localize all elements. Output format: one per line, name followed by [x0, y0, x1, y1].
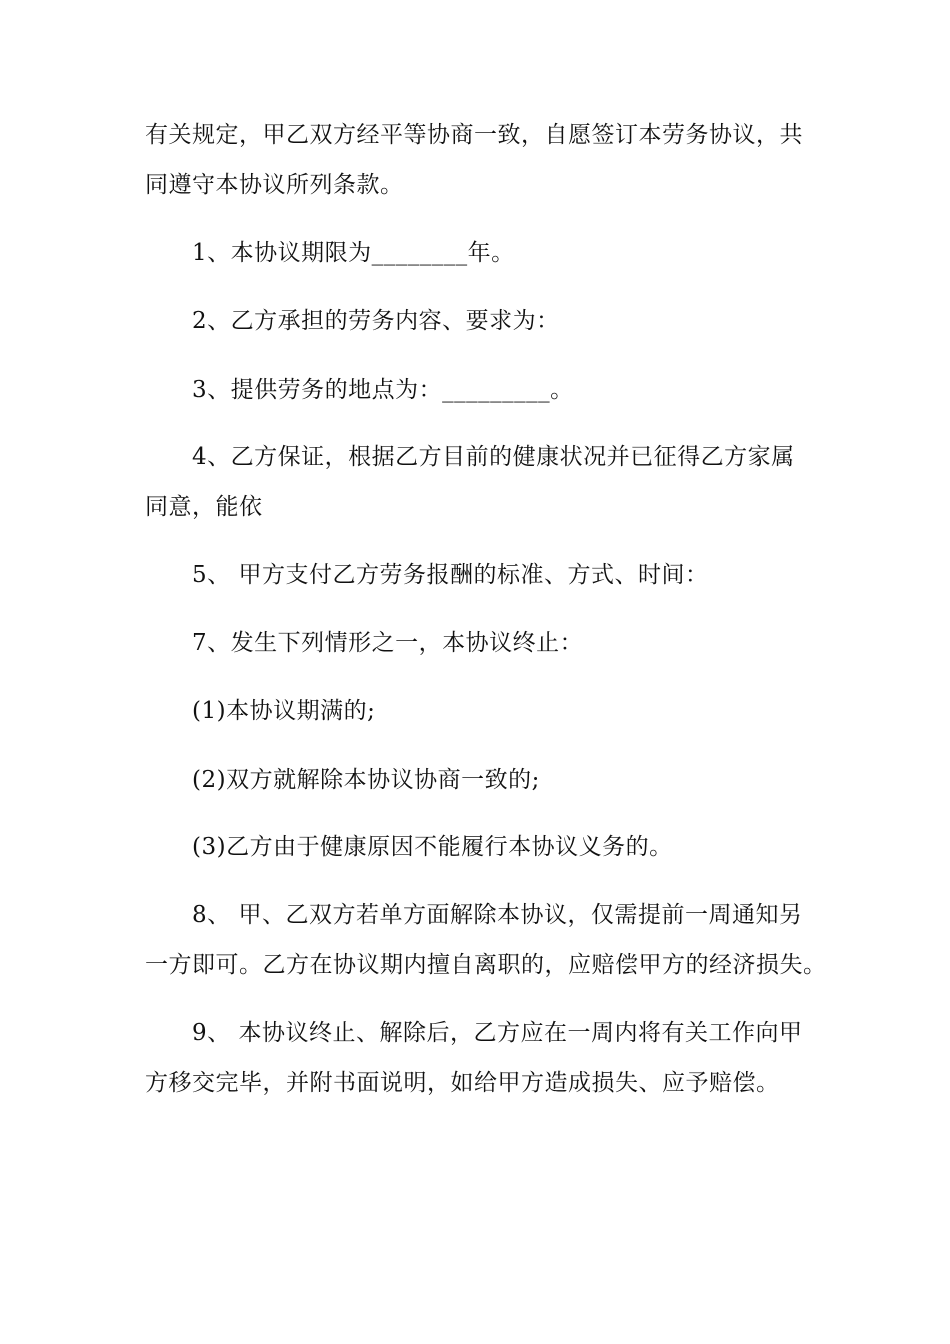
clause-4-line-1: 4、乙方保证，根据乙方目前的健康状况并已征得乙方家属 [192, 444, 795, 470]
clause-8-line-1: 8、 甲、乙双方若单方面解除本协议，仅需提前一周通知另 [192, 902, 803, 928]
paragraph-intro-line-1: 有关规定，甲乙双方经平等协商一致，自愿签订本劳务协议，共 [145, 122, 803, 148]
clause-3: 3、提供劳务的地点为：_________。 [192, 377, 574, 403]
clause-5: 5、 甲方支付乙方劳务报酬的标准、方式、时间： [192, 562, 709, 588]
clause-8-line-2: 一方即可。乙方在协议期内擅自离职的，应赔偿甲方的经济损失。 [145, 952, 827, 978]
clause-7: 7、发生下列情形之一，本协议终止： [192, 630, 584, 656]
paragraph-intro-line-2: 同遵守本协议所列条款。 [145, 172, 404, 198]
clause-7-item-2: (2)双方就解除本协议协商一致的; [192, 767, 540, 793]
clause-4-line-2: 同意，能依 [145, 494, 263, 520]
clause-7-item-3: (3)乙方由于健康原因不能履行本协议义务的。 [192, 834, 673, 860]
clause-7-item-1: (1)本协议期满的; [192, 698, 376, 724]
clause-9-line-1: 9、 本协议终止、解除后，乙方应在一周内将有关工作向甲 [192, 1020, 803, 1046]
clause-9-line-2: 方移交完毕，并附书面说明，如给甲方造成损失、应予赔偿。 [145, 1070, 780, 1096]
clause-1: 1、本协议期限为________年。 [192, 240, 515, 266]
clause-2: 2、乙方承担的劳务内容、要求为： [192, 308, 560, 334]
